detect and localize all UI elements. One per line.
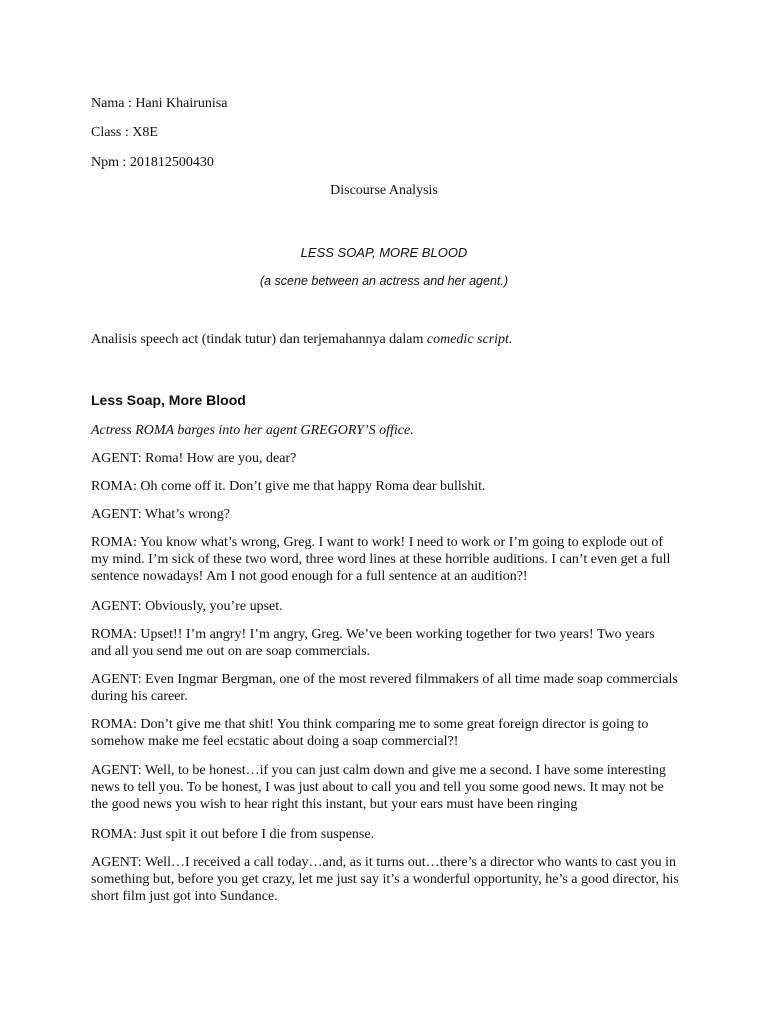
student-npm-line: Npm : 201812500430: [91, 155, 214, 170]
student-name-line: Nama : Hani Khairunisa: [91, 96, 228, 111]
intro-text: Analisis speech act (tindak tutur) dan terjemahannya dalam: [91, 332, 427, 347]
dialogue-text: AGENT: Obviously, you’re upset.: [91, 599, 283, 614]
dialogue-text: AGENT: Roma! How are you, dear?: [91, 451, 297, 466]
dialogue-text: my mind. I’m sick of these two word, three word lines at these horrible auditions. I can’t even get a full: [91, 552, 671, 567]
dialogue-text: ROMA: Oh come off it. Don’t give me that happy Roma dear bullshit.: [91, 479, 486, 494]
intro-paragraph: [91, 331, 512, 348]
dialogue-text: AGENT: Well…I received a call today…and, as it turns out…there’s a director who wants to cast you in: [91, 855, 676, 870]
dialogue-text: ROMA: You know what’s wrong, Greg. I want to work! I need to work or I’m going to explode out of: [91, 535, 663, 550]
dialogue-line: [91, 506, 681, 523]
dialogue-line: [91, 854, 681, 905]
dialogue-line: [91, 762, 681, 813]
dialogue-line: [91, 671, 681, 705]
dialogue-line: [91, 626, 681, 660]
dialogue-text: AGENT: Well, to be honest…if you can just calm down and give me a second. I have some interesting: [91, 763, 666, 778]
script-title: LESS SOAP, MORE BLOOD: [300, 245, 468, 260]
dialogue-text: something but, before you get crazy, let me just say it’s a wonderful opportunity, he’s a good director, his: [91, 872, 679, 887]
dialogue-text: during his career.: [91, 689, 188, 704]
dialogue-text: ROMA: Just spit it out before I die from suspense.: [91, 827, 375, 842]
dialogue-line: [91, 598, 681, 615]
dialogue-text: ROMA: Upset!! I’m angry! I’m angry, Greg. We’ve been working together for two years! Two years: [91, 627, 655, 642]
section-heading: Less Soap, More Blood: [91, 392, 246, 408]
dialogue-line: [91, 826, 681, 843]
dialogue-text: and all you send me out on are soap commercials.: [91, 644, 371, 659]
student-class-line: Class : X8E: [91, 125, 158, 140]
dialogue-text: sentence nowadays! Am I not good enough for a full sentence at an audition?!: [91, 569, 528, 584]
stage-direction: Actress ROMA barges into her agent GREGORY’S office.: [91, 423, 414, 438]
dialogue-text: the good news you wish to hear right this instant, but your ears must have been ringing: [91, 797, 578, 812]
dialogue-line: [91, 716, 681, 750]
script-subtitle: (a scene between an actress and her agent.): [259, 274, 509, 288]
dialogue-text: AGENT: Even Ingmar Bergman, one of the most revered filmmakers of all time made soap commercials: [91, 672, 678, 687]
dialogue-text: somehow make me feel ecstatic about doing a soap commercial?!: [91, 734, 459, 749]
dialogue-text: news to tell you. To be honest, I was just about to call you and tell you some good news. It may not be: [91, 780, 664, 795]
dialogue-text: AGENT: What’s wrong?: [91, 507, 231, 522]
subject-title: Discourse Analysis: [330, 183, 438, 198]
intro-emphasis: comedic script.: [426, 332, 513, 347]
dialogue-text: ROMA: Don’t give me that shit! You think comparing me to some great foreign director is going to: [91, 717, 649, 732]
dialogue-line: [91, 478, 681, 495]
dialogue-text: short film just got into Sundance.: [91, 889, 278, 904]
dialogue-line: [91, 534, 681, 585]
dialogue-line: [91, 450, 681, 467]
